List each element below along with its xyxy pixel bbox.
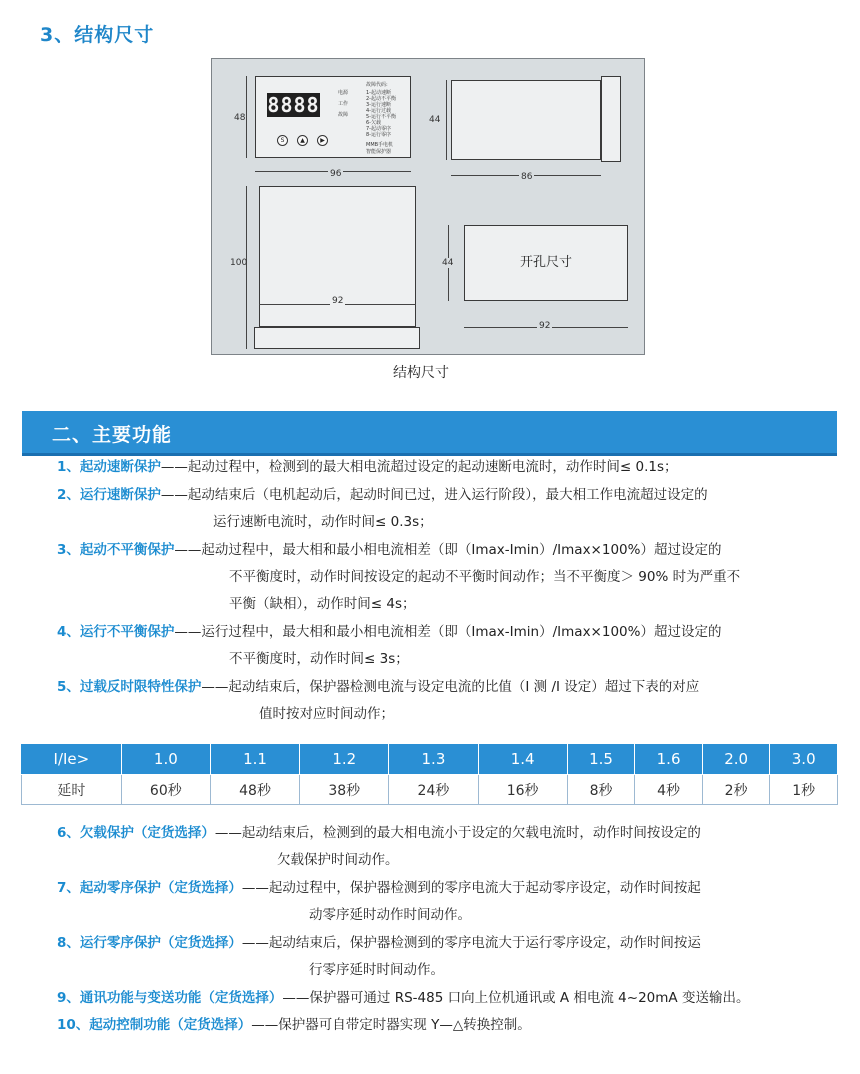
table-header-cell: 1.6 <box>635 744 703 775</box>
function-item-10 <box>57 1016 531 1034</box>
led-display: 8888 <box>267 93 320 117</box>
table-cell: 1秒 <box>770 775 838 805</box>
cutout-label: 开孔尺寸 <box>520 255 573 270</box>
table-cell: 60秒 <box>121 775 210 805</box>
dim-back-width: 92 <box>332 296 344 306</box>
function-text: ——保护器可自带定时器实现 Y—△转换控制。 <box>251 1017 531 1033</box>
function-key: 2、运行速断保护 <box>57 487 161 503</box>
table-cell: 48秒 <box>210 775 299 805</box>
function-text-cont: 不平衡度时，动作时间≤ 3s； <box>229 651 409 667</box>
function-text: ——保护器可通过 RS-485 口向上位机通讯或 A 相电流 4~20mA 变送输出。 <box>282 990 750 1006</box>
function-text: ——起动结束后，检测到的最大相电流小于设定的欠载电流时，动作时间按设定的 <box>214 825 701 841</box>
function-item-2 <box>57 486 708 504</box>
function-key: 8、运行零序保护（定货选择） <box>57 935 242 951</box>
function-text-cont: 平衡（缺相），动作时间≤ 4s； <box>229 596 416 612</box>
function-text: ——运行过程中，最大相和最小相电流相差（即（Imax-Imin）/Imax×100%）超过设定的 <box>174 624 722 640</box>
fault-code: 4-运行过载 <box>366 108 391 114</box>
function-key: 9、通讯功能与变送功能（定货选择） <box>57 990 283 1006</box>
function-item-4 <box>57 623 721 641</box>
function-item-5 <box>57 678 699 696</box>
function-key: 7、起动零序保护（定货选择） <box>57 880 242 896</box>
front-view <box>255 76 411 158</box>
fault-code: 7-起动零序 <box>366 126 391 132</box>
dim-line <box>246 76 247 158</box>
function-text-cont: 运行速断电流时，动作时间≤ 0.3s； <box>213 514 433 530</box>
function-key: 5、过载反时限特性保护 <box>57 679 202 695</box>
function-key: 3、起动不平衡保护 <box>57 542 175 558</box>
fault-code: 故障代码: <box>366 82 388 88</box>
function-item-6 <box>57 824 701 842</box>
table-cell: 4秒 <box>635 775 703 805</box>
indicator-fault: 故障 <box>338 112 349 118</box>
section-2-banner <box>22 411 837 453</box>
function-text-cont: 不平衡度时，动作时间按设定的起动不平衡时间动作；当不平衡度＞ 90% 时为严重不 <box>229 569 741 585</box>
set-button: S <box>277 135 288 146</box>
function-key: 1、起动速断保护 <box>57 459 161 475</box>
table-header-cell: 1.4 <box>478 744 567 775</box>
indicator-work: 工作 <box>338 101 349 107</box>
section-3-title: 3、结构尺寸 <box>40 24 155 46</box>
side-view-bezel <box>601 76 621 162</box>
function-text-cont: 值时按对应时间动作； <box>259 706 394 722</box>
table-header-cell: I/Ie> <box>22 744 122 775</box>
indicator-power: 电源 <box>338 90 349 96</box>
brand-label: MMB手电机 <box>366 142 394 148</box>
function-item-8 <box>57 934 701 952</box>
dim-cutout-width: 92 <box>539 321 551 331</box>
right-button: ▶ <box>317 135 328 146</box>
table-header-cell: 2.0 <box>702 744 770 775</box>
fault-code: 1-起动速断 <box>366 90 391 96</box>
function-text: ——起动结束后，保护器检测到的零序电流大于运行零序设定，动作时间按运 <box>241 935 701 951</box>
function-key: 4、运行不平衡保护 <box>57 624 175 640</box>
function-item-9 <box>57 989 749 1007</box>
table-row <box>22 775 838 805</box>
table-header-cell: 1.3 <box>389 744 478 775</box>
function-text-cont: 欠载保护时间动作。 <box>277 852 399 868</box>
function-text: ——起动结束后（电机起动后，起动时间已过，进入运行阶段），最大相工作电流超过设定的 <box>160 487 708 503</box>
structure-drawing <box>211 58 645 355</box>
function-key: 10、起动控制功能（定货选择） <box>57 1017 252 1033</box>
dim-front-width: 96 <box>330 169 342 179</box>
fault-code: 8-运行零序 <box>366 132 391 138</box>
function-item-7 <box>57 879 701 897</box>
function-text-cont: 行零序延时时间动作。 <box>309 962 444 978</box>
table-cell: 16秒 <box>478 775 567 805</box>
dim-side-height: 44 <box>429 115 441 125</box>
table-header-cell: 1.1 <box>210 744 299 775</box>
drawing-caption: 结构尺寸 <box>393 365 449 381</box>
table-cell: 2秒 <box>702 775 770 805</box>
table-cell: 8秒 <box>567 775 635 805</box>
function-text: ——起动结束后，保护器检测电流与设定电流的比值（I 测 /I 设定）超过下表的对应 <box>201 679 700 695</box>
up-button: ▲ <box>297 135 308 146</box>
dim-front-height: 48 <box>234 113 246 123</box>
cutout-view <box>464 225 628 301</box>
overload-table <box>21 743 838 805</box>
dim-side-width: 86 <box>521 172 533 182</box>
function-key: 6、欠载保护（定货选择） <box>57 825 215 841</box>
function-text: ——起动过程中，保护器检测到的零序电流大于起动零序设定，动作时间按起 <box>241 880 701 896</box>
table-header-cell: 1.5 <box>567 744 635 775</box>
section-2-title: 二、主要功能 <box>52 424 173 446</box>
side-view <box>451 80 601 160</box>
banner-underline <box>22 453 837 456</box>
fault-code: 5-运行不平衡 <box>366 114 396 120</box>
table-header-cell: 3.0 <box>770 744 838 775</box>
brand-label-2: 智能保护器 <box>366 149 392 155</box>
table-cell: 38秒 <box>300 775 389 805</box>
dim-cutout-height: 44 <box>442 258 454 268</box>
table-cell: 延时 <box>22 775 122 805</box>
dim-back-height: 100 <box>230 258 248 268</box>
fault-code: 6-欠载 <box>366 120 381 126</box>
function-text: ——起动过程中，检测到的最大相电流超过设定的起动速断电流时，动作时间≤ 0.1s； <box>160 459 678 475</box>
dim-line <box>446 80 447 160</box>
fault-code: 2-起动不平衡 <box>366 96 396 102</box>
table-cell: 24秒 <box>389 775 478 805</box>
function-item-1 <box>57 458 678 476</box>
table-header-cell: 1.2 <box>300 744 389 775</box>
back-view-bezel <box>254 327 420 349</box>
function-text-cont: 动零序延时动作时间动作。 <box>309 907 471 923</box>
table-header-row <box>22 744 838 775</box>
table-header-cell: 1.0 <box>121 744 210 775</box>
function-item-3 <box>57 541 721 559</box>
function-text: ——起动过程中，最大相和最小相电流相差（即（Imax-Imin）/Imax×100%）超过设定的 <box>174 542 722 558</box>
fault-code: 3-运行速断 <box>366 102 391 108</box>
